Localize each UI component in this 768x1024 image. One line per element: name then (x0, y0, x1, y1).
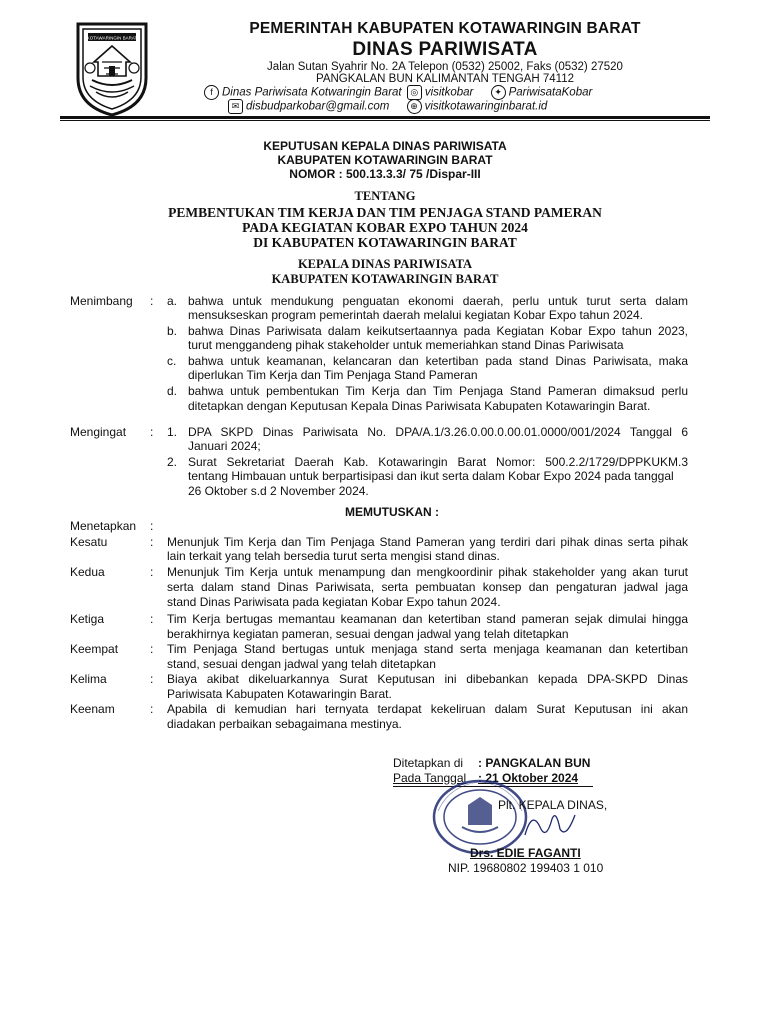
colon: : (150, 425, 154, 439)
email-address: disbudparkobar@gmail.com (246, 100, 390, 113)
subject-line-1: PEMBENTUKAN TIM KERJA DAN TIM PENJAGA STAND PAMERAN (168, 205, 602, 220)
decision-label: Kelima (70, 672, 107, 686)
signatory-name: Drs. EDIE FAGANTI (470, 846, 581, 860)
decision-line: Menunjuk Tim Kerja untuk menampung dan mengkoordinir pihak stakeholder yang akan turut (167, 565, 688, 579)
address: Jalan Sutan Syahrir No. 2A Telepon (0532) 25002, Faks (0532) 27520 (267, 61, 623, 73)
twitter-icon: ✦ (491, 85, 506, 100)
menimbang-line: bahwa Dinas Pariwisata dalam keikutsertaannya pada Kegiatan Kobar Expo tahun 2023, (188, 324, 688, 338)
menimbang-label: Menimbang (70, 294, 133, 308)
regency-logo (72, 18, 152, 118)
decision-line: Apabila di kemudian hari ternyata terdapat kekeliruan dalam Surat Keputusan ini akan (167, 702, 688, 716)
menimbang-mark: a. (167, 294, 178, 308)
decree-number: NOMOR : 500.13.3.3/ 75 /Dispar-III (289, 167, 481, 181)
logo-text: KOTAWARINGIN BARAT (86, 35, 138, 41)
official-stamp (430, 777, 530, 857)
decision-label: Ketiga (70, 612, 105, 626)
colon: : (150, 612, 154, 626)
mengingat-line: DPA SKPD Dinas Pariwisata No. DPA/A.1/3.26.0.00.0.00.01.0000/001/2024 Tanggal 6 (188, 425, 688, 439)
menimbang-line: mensukseskan program pemerintah daerah melalui kegiatan Kobar Expo tahun 2024. (188, 308, 643, 322)
mengingat-mark: 1. (167, 425, 178, 439)
mengingat-line: Januari 2024; (188, 439, 261, 453)
decision-label: Kedua (70, 565, 105, 579)
memutuskan-heading: MEMUTUSKAN : (345, 505, 439, 519)
decision-line: Biaya akibat dikeluarkannya Surat Keputusan ini dibebankan kepada DPA-SKPD Dinas (167, 672, 688, 686)
mengingat-mark: 2. (167, 455, 178, 469)
decision-line: Menunjuk Tim Kerja dan Tim Penjaga Stand Pameran yang terdiri dari pihak dinas serta pihak (167, 535, 688, 549)
city: PANGKALAN BUN KALIMANTAN TENGAH 74112 (316, 73, 574, 85)
menimbang-line: turut menggandeng pihak stakeholder untuk memeriahkan stand Dinas Pariwisata (188, 338, 624, 352)
place-value: : PANGKALAN BUN (478, 756, 591, 770)
authority-line-1: KEPALA DINAS PARIWISATA (297, 257, 473, 271)
mengingat-line: Surat Sekretariat Daerah Kab. Kotawaringin Barat Nomor: 500.2.2/1729/DPPKUKM.3 (188, 455, 688, 469)
social-row (204, 85, 592, 100)
decision-label: Keenam (70, 702, 115, 716)
date-value: : 21 Oktober 2024 (478, 771, 579, 785)
menimbang-line: bahwa untuk pembentukan Tim Kerja dan Tim Penjaga Stand Pameran dimaksud perlu (188, 384, 688, 398)
colon: : (150, 565, 154, 579)
email-icon: ✉ (228, 99, 243, 114)
decision-line: stand Dinas Pariwisata pada kegiatan Kobar Expo tahun 2024. (167, 595, 501, 609)
menimbang-line: diperlukan Tim Kerja dan Tim Penjaga Stand Pameran (188, 368, 478, 382)
menimbang-line: bahwa untuk keamanan, kelancaran dan ketertiban pada stand Dinas Pariwisata, maka (188, 354, 688, 368)
instagram-handle: visitkobar (424, 86, 474, 99)
tentang-heading: TENTANG (354, 189, 416, 203)
instagram-icon: ◎ (407, 85, 422, 100)
menimbang-mark: d. (167, 384, 178, 398)
decision-label: Kesatu (70, 535, 108, 549)
subject-line-3: DI KABUPATEN KOTAWARINGIN BARAT (253, 235, 517, 250)
menimbang-mark: c. (167, 354, 177, 368)
decision-line: berakhirnya kegiatan pameran, sesuai dengan jadwal yang telah ditetapkan (167, 627, 569, 641)
twitter-handle: PariwisataKobar (508, 86, 593, 99)
handwritten-signature (520, 805, 580, 845)
facebook-handle: Dinas Pariwisata Kotwaringin Barat (222, 86, 402, 99)
decision-line: lain terkait yang telah bersedia turut serta mengisi stand dinas. (167, 549, 500, 563)
colon: : (150, 535, 154, 549)
signatory-position: Plt. KEPALA DINAS, (498, 798, 608, 812)
website-url: visitkotawaringinbarat.id (424, 100, 548, 113)
decision-line: diadakan perbaikan sebagaimana mestinya. (167, 717, 402, 731)
menimbang-mark: b. (167, 324, 178, 338)
contact-row (228, 99, 547, 114)
authority-line-2: KABUPATEN KOTAWARINGIN BARAT (271, 272, 499, 286)
place-label: Ditetapkan di (393, 756, 464, 770)
colon: : (150, 672, 154, 686)
decision-line: Pariwisata Kabupaten Kotawaringin Barat. (167, 687, 392, 701)
globe-icon: ⊕ (407, 99, 422, 114)
menimbang-line: bahwa untuk mendukung penguatan ekonomi daerah, perlu untuk turut serta dalam (188, 294, 688, 308)
mengingat-line: tentang Himbauan untuk berpartisipasi dan ikut serta dalam Kobar Expo 2024 pada tanggal (188, 469, 674, 483)
header-rule-thin (60, 120, 710, 121)
colon: : (150, 294, 154, 308)
org-name: PEMERINTAH KABUPATEN KOTAWARINGIN BARAT (249, 20, 641, 37)
decision-line: Tim Kerja bertugas memantau keamanan dan ketertiban stand pameran sejak dimulai hingga (167, 612, 688, 626)
date-label: Pada Tanggal (393, 771, 467, 785)
menimbang-line: ditetapkan dengan Keputusan Kepala Dinas Pariwisata Kabupaten Kotawaringin Barat. (188, 399, 651, 413)
decision-label: Keempat (70, 642, 119, 656)
colon: : (150, 519, 154, 533)
decision-line: Tim Penjaga Stand bertugas untuk menjaga stand serta menjaga keamanan dan ketertiban (167, 642, 688, 656)
subject-line-2: PADA KEGIATAN KOBAR EXPO TAHUN 2024 (242, 220, 528, 235)
facebook-icon: f (204, 85, 219, 100)
department-name: DINAS PARIWISATA (352, 39, 538, 60)
decision-line: serta dalam stand Dinas Pariwisata, serta pembuatan konsep dan pengaturan jadwal jaga (167, 580, 688, 594)
signatory-nip: NIP. 19680802 199403 1 010 (448, 861, 604, 875)
mengingat-label: Mengingat (70, 425, 127, 439)
menetapkan-label: Menetapkan (70, 519, 137, 533)
colon: : (150, 702, 154, 716)
header-rule-thick (60, 116, 710, 119)
colon: : (150, 642, 154, 656)
decree-title: KEPUTUSAN KEPALA DINAS PARIWISATA (263, 139, 507, 153)
decree-regency: KABUPATEN KOTAWARINGIN BARAT (277, 153, 493, 167)
decision-line: stand, sesuai dengan jadwal yang telah ditetapkan (167, 657, 436, 671)
mengingat-line: 26 Oktober s.d 2 November 2024. (188, 484, 369, 498)
